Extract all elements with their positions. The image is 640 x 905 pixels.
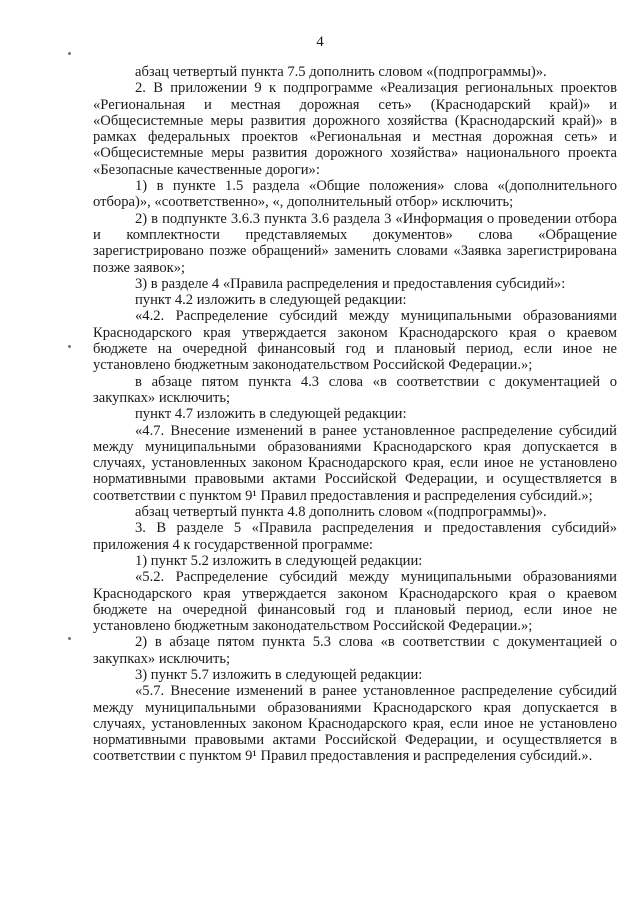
paragraph-8: в абзаце пятом пункта 4.3 слова «в соответствии с документацией о закупках» исключить; <box>93 373 617 406</box>
scan-mark <box>68 52 71 55</box>
paragraph-17: «5.7. Внесение изменений в ранее установленное распределение субсидий между муниципальными образованиями Краснодарского края допускается в случаях, установленных законом Краснодарского края, если иное не установлено нормативными правовыми актами Российской Федерации, и осуществляется в соответствии с пунктом 9¹ Правил предоставления и распределения субсидий.». <box>93 683 617 765</box>
paragraph-1: абзац четвертый пункта 7.5 дополнить словом «(подпрограммы)». <box>135 64 547 80</box>
paragraph-3: 1) в пункте 1.5 раздела «Общие положения» слова «(дополнительного отбора)», «соответственно», «, дополнительный отбор» исключить; <box>93 178 617 211</box>
paragraph-6: пункт 4.2 изложить в следующей редакции: <box>135 292 407 309</box>
paragraph-14: «5.2. Распределение субсидий между муниципальными образованиями Краснодарского края утверждается законом Краснодарского края о краевом бюджете на очередной финансовый год и плановый период, если иное не установлено бюджетным законодательством Российской Федерации.»; <box>93 569 617 635</box>
document-body <box>93 64 617 765</box>
paragraph-5: 3) в разделе 4 «Правила распределения и предоставления субсидий»: <box>135 275 566 292</box>
paragraph-11: абзац четвертый пункта 4.8 дополнить словом «(подпрограммы)». <box>135 504 547 521</box>
paragraph-13: 1) пункт 5.2 изложить в следующей редакции: <box>135 552 423 569</box>
page-number: 4 <box>316 34 324 50</box>
scan-mark <box>68 345 71 348</box>
paragraph-16: 3) пункт 5.7 изложить в следующей редакции: <box>135 666 423 683</box>
paragraph-12: 3. В разделе 5 «Правила распределения и предоставления субсидий» приложения 4 к государственной программе: <box>93 520 617 553</box>
paragraph-2: 2. В приложении 9 к подпрограмме «Реализация региональных проектов «Региональная и местная дорожная сеть» (Краснодарский край)» и «Общесистемные меры развития дорожного хозяйства (Краснодарский край)» в рамках федеральных проектов «Региональная и местная дорожная сеть» и «Общесистемные меры развития дорожного хозяйства» национального проекта «Безопасные качественные дороги»: <box>93 80 617 178</box>
paragraph-7: «4.2. Распределение субсидий между муниципальными образованиями Краснодарского края утверждается законом Краснодарского края о краевом бюджете на очередной финансовый год и плановый период, если иное не установлено бюджетным законодательством Российской Федерации.»; <box>93 308 617 374</box>
paragraph-9: пункт 4.7 изложить в следующей редакции: <box>135 406 407 423</box>
scan-mark <box>68 637 71 640</box>
paragraph-15: 2) в абзаце пятом пункта 5.3 слова «в соответствии с документацией о закупках» исключить; <box>93 634 617 667</box>
paragraph-10: «4.7. Внесение изменений в ранее установленное распределение субсидий между муниципальными образованиями Краснодарского края допускается в случаях, установленных законом Краснодарского края, если иное не установлено нормативными правовыми актами Российской Федерации, и осуществляется в соответствии с пунктом 9¹ Правил предоставления и распределения субсидий.»; <box>93 422 617 504</box>
paragraph-4: 2) в подпункте 3.6.3 пункта 3.6 раздела 3 «Информация о проведении отбора и комплектности представляемых документов» слова «Обращение зарегистрировано позже обращений» заменить словами «Заявка зарегистрирована позже заявок»; <box>93 210 617 276</box>
